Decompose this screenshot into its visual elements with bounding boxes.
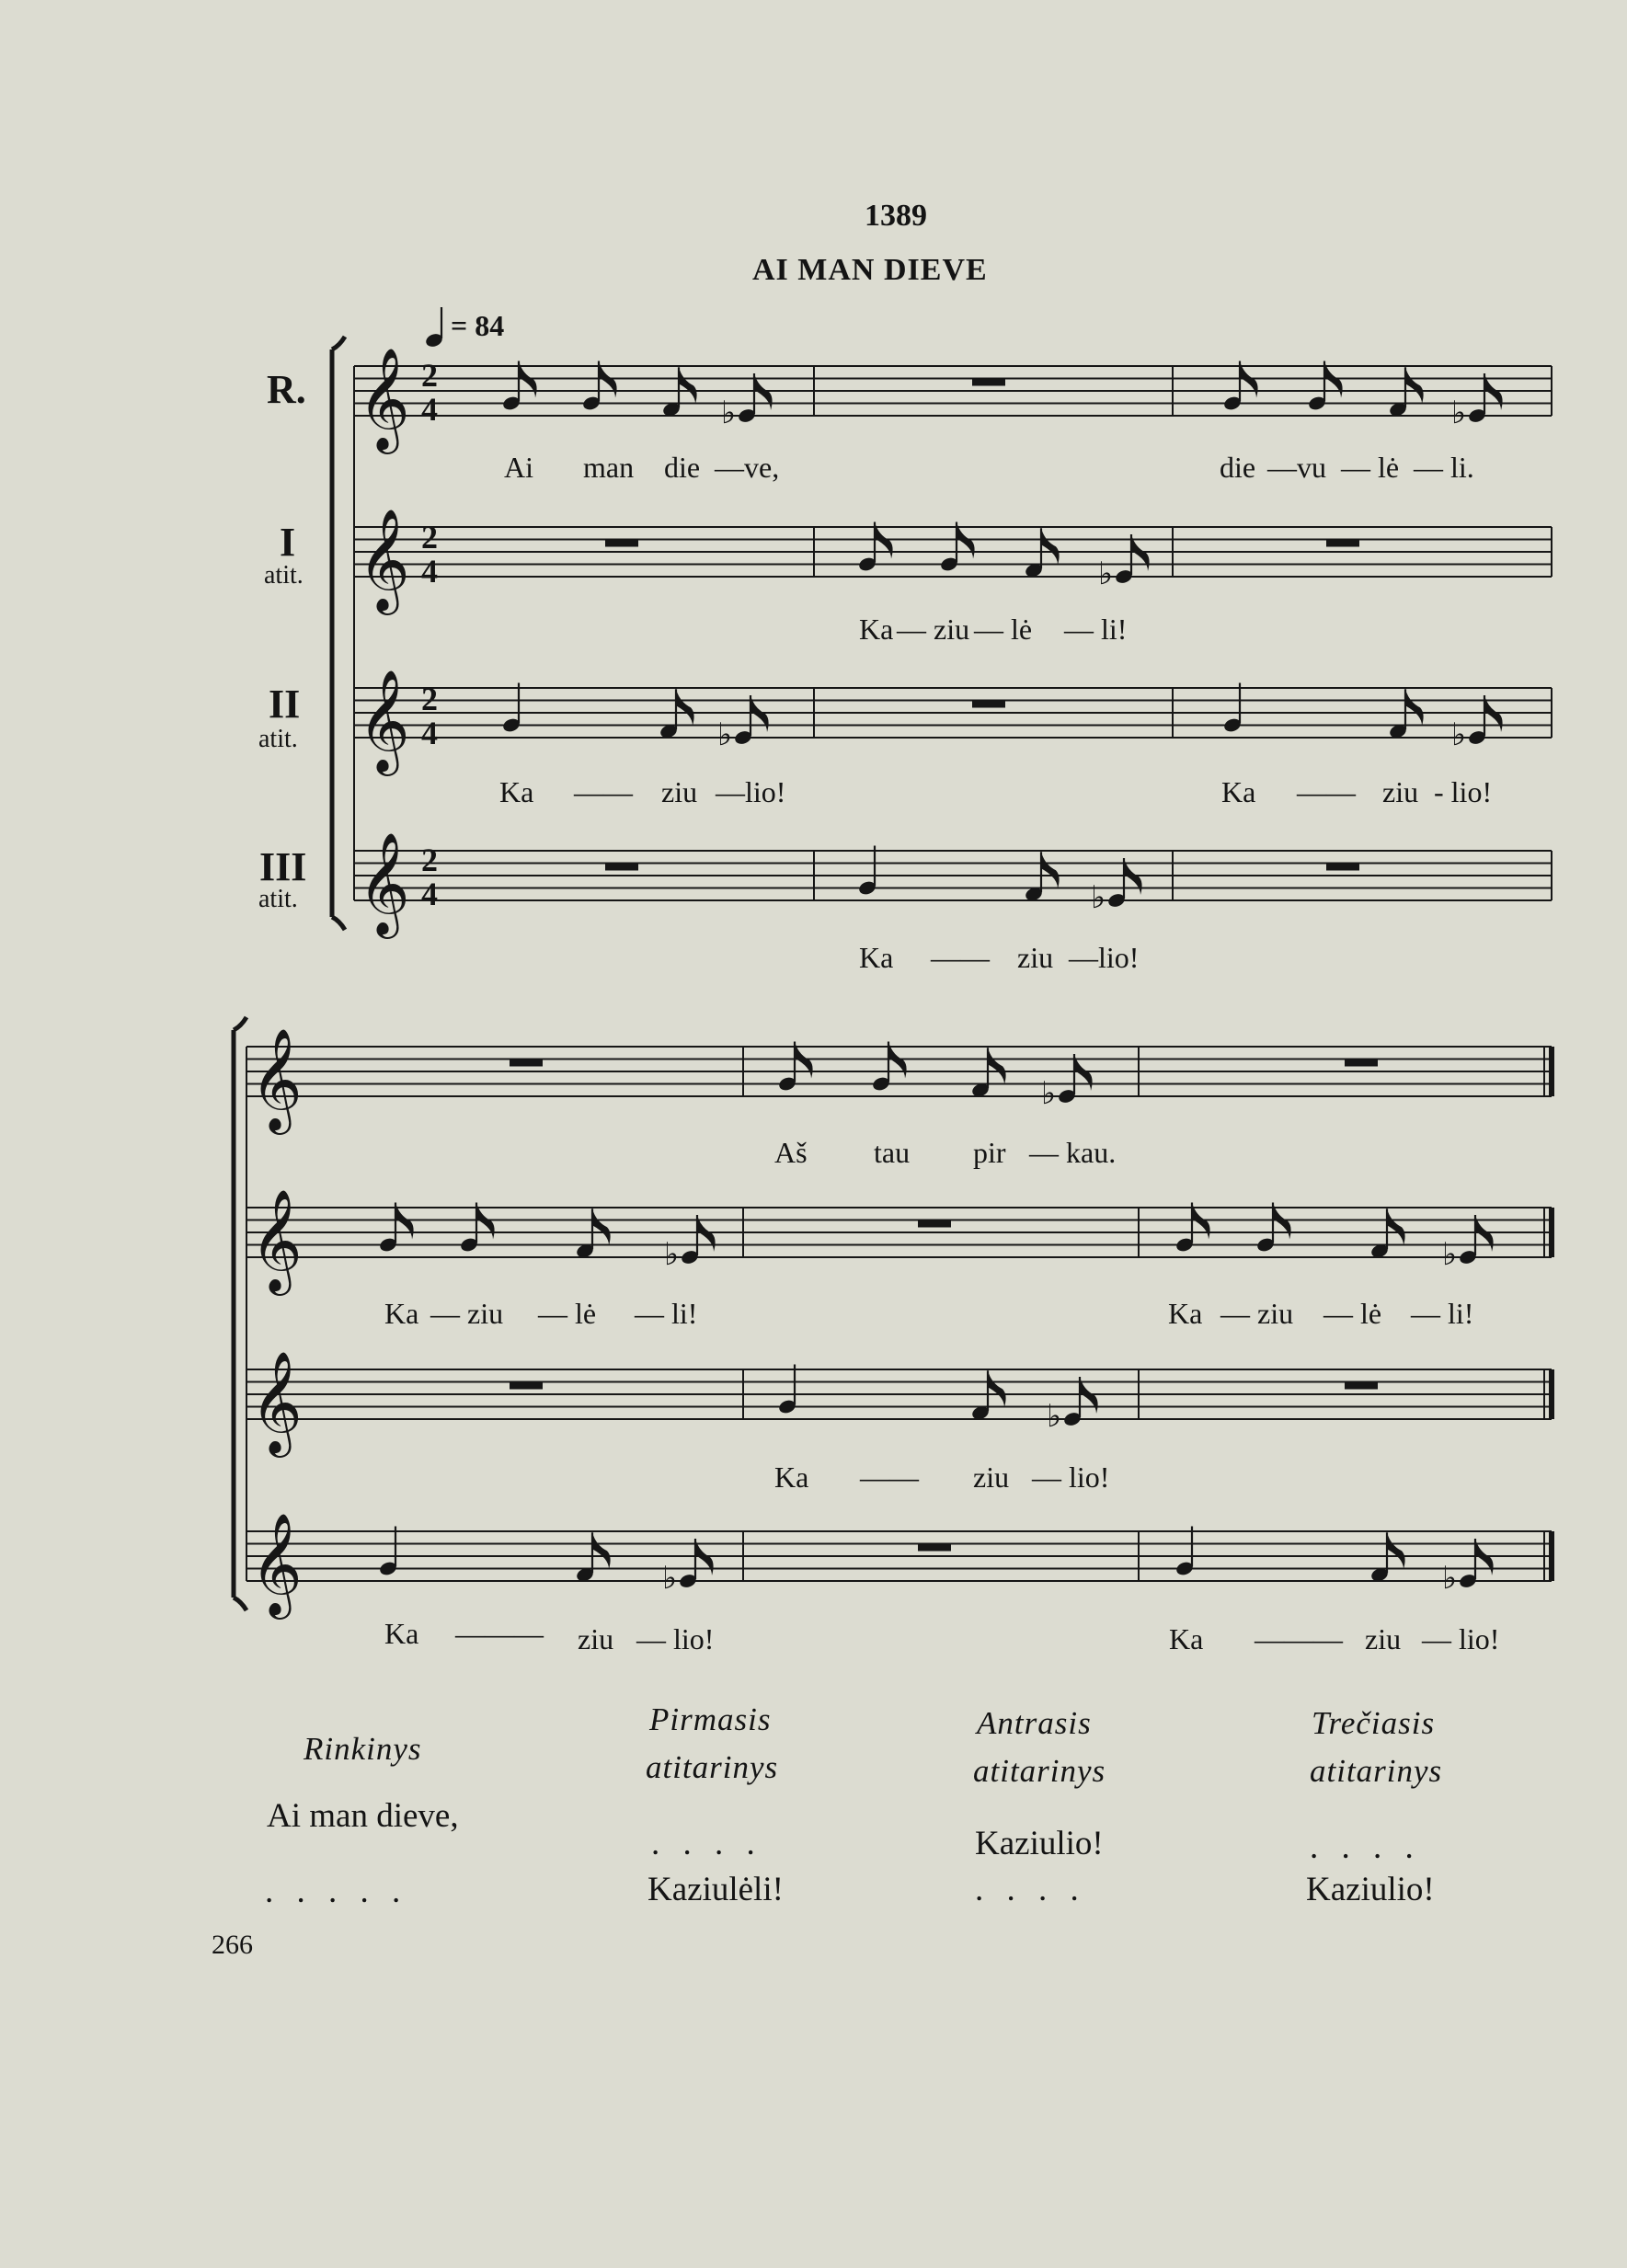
lyric-syllable: —vu [1267,451,1326,484]
lyric-syllable: — lė [1341,451,1400,484]
lyric-syllable: — lio! [636,1622,715,1655]
lyric-syllable: Ka [1169,1622,1204,1655]
time-sig-top-iii: 2 [421,842,438,878]
whole-rest [605,864,638,871]
lyric-syllable: Ai [504,451,533,484]
whole-rest [918,1220,951,1228]
lyric-syllable: ziu [973,1460,1010,1494]
time-sig-bottom-i: 4 [421,553,438,590]
time-sig-top-ii: 2 [421,681,438,717]
voice-label-iii: III [259,844,307,889]
whole-rest [972,701,1005,708]
lyric-syllable: —— [574,775,633,808]
treble-clef-icon: 𝄞 [250,1350,303,1453]
tempo-marking: = 84 [451,309,505,342]
lyric-syllable: ziu [1017,941,1054,974]
rinkinys-line-2: . . . . . [265,1873,408,1910]
note-flag [988,1048,1006,1084]
note-flag [1387,1532,1405,1569]
lyric-syllable: — li. [1414,451,1474,484]
antrasis-subheading: atitarinys [973,1753,1106,1789]
flat-icon: ♭ [1451,716,1467,753]
time-sig-bottom-r: 4 [421,391,438,428]
lyric-syllable: Ka [859,941,894,974]
flat-icon: ♭ [1442,1236,1458,1273]
lyric-syllable: —— [1297,775,1356,808]
lyric-syllable: ziu [661,775,698,808]
lyric-syllable: Ka [499,775,534,808]
note-flag [1041,852,1060,888]
lyric-syllable: Ka [859,613,894,646]
antrasis-line-1: Kaziulio! [975,1825,1104,1862]
lyric-syllable: — lio! [1422,1622,1500,1655]
lyric-syllable: — li! [635,1297,698,1330]
treciasis-line-2: Kaziulio! [1306,1871,1435,1908]
lyric-syllable: pir [973,1136,1006,1169]
lyric-syllable: ——— [1255,1622,1343,1655]
rinkinys-line-1: Ai man dieve, [267,1797,459,1835]
lyric-syllable: — ziu [430,1297,504,1330]
lyric-syllable: — li! [1064,613,1128,646]
pirmasis-heading: Pirmasis [649,1701,772,1737]
flat-icon: ♭ [662,1560,678,1597]
time-sig-top-r: 2 [421,357,438,394]
whole-rest [605,540,638,547]
flat-icon: ♭ [664,1236,680,1273]
lyric-syllable: die [664,451,701,484]
rinkinys-heading: Rinkinys [304,1731,422,1767]
lyric-syllable: — li! [1411,1297,1474,1330]
whole-rest [510,1060,543,1067]
lyric-syllable: man [583,451,635,484]
lyric-syllable: — lė [974,613,1033,646]
lyric-syllable: ziu [1382,775,1419,808]
lyric-syllable: — ziu [897,613,970,646]
whole-rest [1326,540,1359,547]
note-flag [988,1370,1006,1407]
note-flag [679,367,697,404]
song-number: 1389 [865,199,927,233]
treciasis-subheading: atitarinys [1310,1753,1443,1789]
lyric-syllable: — lio! [1032,1460,1110,1494]
flat-icon: ♭ [1451,395,1467,431]
voice-sub-i: atit. [264,561,304,590]
song-title: AI MAN DIEVE [752,253,988,287]
treble-clef-icon: 𝄞 [358,347,410,450]
lyric-syllable: — lė [1323,1297,1382,1330]
flat-icon: ♭ [1098,556,1114,592]
system-bracket [234,1017,246,1610]
voice-sub-ii: atit. [258,725,298,753]
antrasis-heading: Antrasis [977,1705,1092,1741]
voice-label-i: I [280,520,296,565]
whole-rest [1345,1060,1378,1067]
pirmasis-line-1: . . . . [651,1825,762,1862]
note-flag [1405,689,1424,726]
pirmasis-line-2: Kaziulėli! [647,1871,784,1908]
whole-rest [918,1544,951,1552]
lyric-syllable: —lio! [716,775,786,808]
pirmasis-subheading: atitarinys [646,1749,779,1785]
lyric-syllable: tau [874,1136,911,1169]
lyric-syllable: ziu [1365,1622,1402,1655]
note-flag [592,1208,611,1245]
lyric-syllable: ziu [578,1622,614,1655]
lyric-syllable: —ve, [715,451,780,484]
lyric-syllable: Ka [1221,775,1256,808]
note-flag [1041,528,1060,565]
lyric-syllable: Ka [384,1617,419,1650]
note-flag [1405,367,1424,404]
lyric-syllable: — kau. [1029,1136,1117,1169]
treble-clef-icon: 𝄞 [358,669,410,772]
note-flag [1387,1208,1405,1245]
treble-clef-icon: 𝄞 [250,1512,303,1615]
voice-label-ii: II [269,682,301,727]
flat-icon: ♭ [1041,1075,1057,1112]
flat-icon: ♭ [1091,879,1106,916]
lyric-syllable: ——— [455,1617,544,1650]
whole-rest [510,1382,543,1390]
whole-rest [972,379,1005,386]
lyric-syllable: —— [860,1460,919,1494]
lyric-syllable: die [1220,451,1256,484]
lyric-syllable: — lė [538,1297,597,1330]
treciasis-line-1: . . . . [1310,1828,1421,1866]
voice-sub-iii: atit. [258,885,298,913]
treble-clef-icon: 𝄞 [358,831,410,934]
voice-label-r: R. [267,367,306,412]
treble-clef-icon: 𝄞 [250,1027,303,1130]
time-sig-top-i: 2 [421,519,438,556]
treciasis-heading: Trečiasis [1312,1705,1436,1741]
lyric-syllable: Ka [774,1460,809,1494]
flat-icon: ♭ [717,716,733,753]
time-sig-bottom-ii: 4 [421,715,438,751]
lyric-syllable: —— [931,941,990,974]
note-flag [592,1532,611,1569]
lyric-syllable: Aš [774,1136,808,1169]
lyric-syllable: —lio! [1069,941,1140,974]
whole-rest [1345,1382,1378,1390]
system-bracket [332,337,345,930]
note-flag [676,689,694,726]
whole-rest [1326,864,1359,871]
lyric-syllable: - lio! [1434,775,1493,808]
treble-clef-icon: 𝄞 [358,508,410,611]
flat-icon: ♭ [1442,1560,1458,1597]
lyric-syllable: Ka [1168,1297,1203,1330]
treble-clef-icon: 𝄞 [250,1188,303,1291]
lyric-syllable: Ka [384,1297,419,1330]
flat-icon: ♭ [1047,1398,1062,1435]
flat-icon: ♭ [721,395,737,431]
time-sig-bottom-iii: 4 [421,876,438,912]
antrasis-line-2: . . . . [975,1871,1086,1908]
page-number: 266 [212,1930,253,1960]
lyric-syllable: — ziu [1220,1297,1294,1330]
